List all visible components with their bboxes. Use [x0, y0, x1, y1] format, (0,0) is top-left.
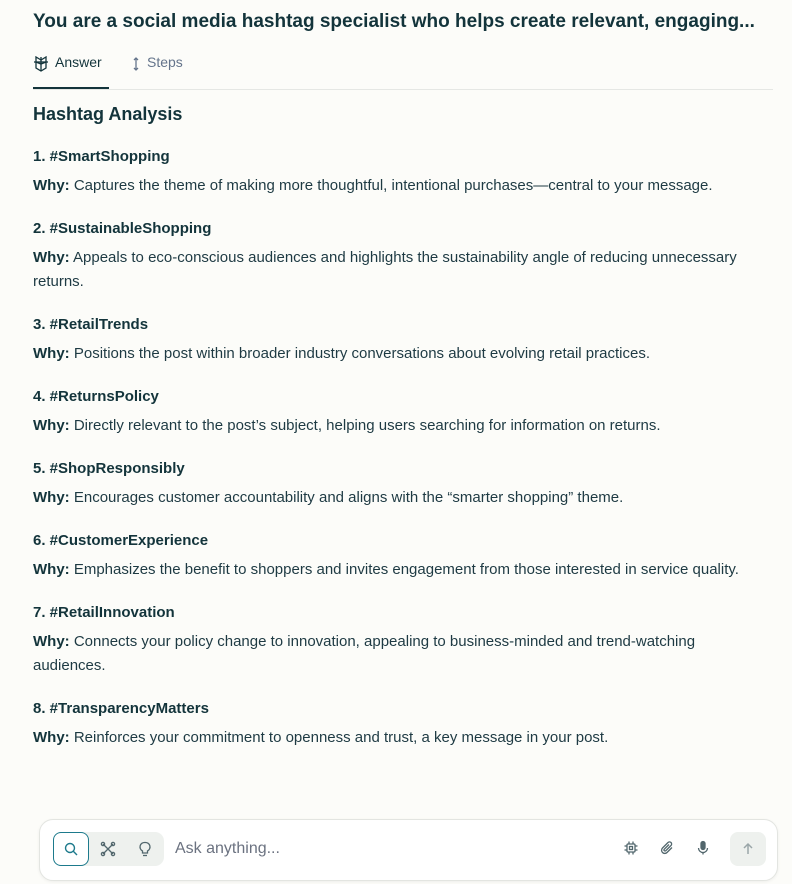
- submit-button[interactable]: [730, 832, 766, 866]
- why-label: Why:: [33, 729, 70, 746]
- answer-heading: Hashtag Analysis: [33, 104, 183, 124]
- hashtag-reason: [33, 486, 753, 510]
- hashtag-title: 4. #ReturnsPolicy: [33, 388, 159, 405]
- hashtag-title: 1. #SmartShopping: [33, 148, 170, 165]
- ask-input[interactable]: [175, 837, 575, 861]
- search-mode-button[interactable]: [53, 832, 89, 866]
- why-label: Why:: [33, 345, 70, 362]
- ask-bar: [39, 819, 778, 881]
- hashtag-list: [33, 148, 753, 750]
- hashtag-reason: [33, 558, 753, 582]
- hashtag-item: [33, 388, 753, 438]
- search-icon: [63, 841, 79, 857]
- hashtag-item: [33, 220, 753, 294]
- answer-content: [33, 104, 753, 772]
- hashtag-reason: [33, 174, 753, 198]
- why-label: Why:: [33, 417, 70, 434]
- why-label: Why:: [33, 489, 70, 506]
- why-text: Positions the post within broader industry conversations about evolving retail practices.: [73, 345, 650, 362]
- why-text: Encourages customer accountability and aligns with the “smarter shopping” theme.: [73, 489, 624, 506]
- hashtag-item: [33, 148, 753, 198]
- paperclip-icon: [659, 840, 675, 856]
- hashtag-item: [33, 460, 753, 510]
- hashtag-reason: [33, 342, 753, 366]
- attach-button[interactable]: [656, 837, 678, 859]
- why-text: Emphasizes the benefit to shoppers and invites engagement from those interested in service quality.: [73, 561, 739, 578]
- why-text: Appeals to eco-conscious audiences and highlights the sustainability angle of reducing unnecessary returns.: [33, 249, 737, 290]
- reasoning-icon: [100, 841, 116, 857]
- steps-icon: [131, 54, 141, 72]
- hashtag-title: 7. #RetailInnovation: [33, 604, 175, 621]
- labs-mode-button[interactable]: [127, 832, 163, 866]
- hashtag-reason: [33, 246, 753, 294]
- tab-answer[interactable]: [33, 54, 109, 89]
- hashtag-title: 3. #RetailTrends: [33, 316, 149, 333]
- why-text: Directly relevant to the post’s subject, helping users searching for information on returns.: [73, 417, 661, 434]
- hashtag-reason: [33, 630, 753, 678]
- why-label: Why:: [33, 633, 70, 650]
- hashtag-title: 5. #ShopResponsibly: [33, 460, 185, 477]
- hashtag-item: [33, 604, 753, 678]
- hashtag-item: [33, 532, 753, 582]
- hashtag-item: [33, 700, 753, 750]
- model-select-button[interactable]: [620, 837, 642, 859]
- tab-answer-label: Answer: [55, 54, 102, 70]
- why-label: Why:: [33, 249, 70, 266]
- tab-steps[interactable]: [131, 54, 183, 89]
- model-chip-icon: [623, 840, 639, 856]
- arrow-up-icon: [741, 842, 755, 856]
- tab-steps-label: Steps: [147, 54, 183, 70]
- mode-selector: [53, 832, 164, 866]
- page-title: You are a social media hashtag specialist who helps create relevant, engaging...: [33, 11, 755, 32]
- hashtag-reason: [33, 726, 753, 750]
- hashtag-title: 6. #CustomerExperience: [33, 532, 209, 549]
- voice-button[interactable]: [692, 837, 714, 859]
- why-label: Why:: [33, 177, 70, 194]
- hashtag-title: 8. #TransparencyMatters: [33, 700, 209, 717]
- why-text: Connects your policy change to innovation, appealing to business-minded and trend-watching audiences.: [33, 633, 696, 674]
- hashtag-reason: [33, 414, 753, 438]
- hashtag-item: [33, 316, 753, 366]
- lightbulb-icon: [137, 841, 153, 857]
- why-text: Captures the theme of making more thoughtful, intentional purchases—central to your message.: [73, 177, 713, 194]
- microphone-icon: [695, 840, 711, 856]
- answer-tabs: [33, 48, 773, 90]
- why-text: Reinforces your commitment to openness and trust, a key message in your post.: [73, 729, 609, 746]
- hashtag-title: 2. #SustainableShopping: [33, 220, 212, 237]
- answer-icon: [33, 54, 49, 72]
- why-label: Why:: [33, 561, 70, 578]
- research-mode-button[interactable]: [90, 832, 126, 866]
